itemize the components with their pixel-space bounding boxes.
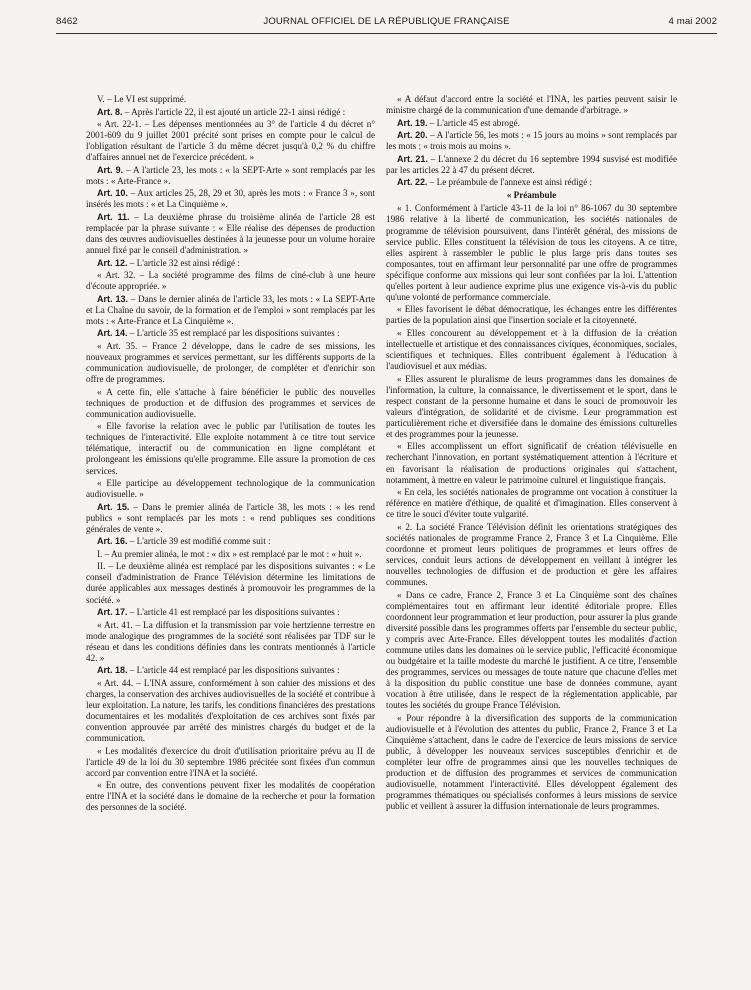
article-paragraph	[86, 665, 375, 676]
paragraph-text: « En cela, les sociétés nationales de programme ont vocation à constituer la référence en matière d'éthique, de qualité et d'imagination. Elles conservent à ce titre le souci d'éviter toute vulgarité.	[386, 487, 677, 520]
text-paragraph	[386, 487, 677, 520]
paragraph-text: « Art. 35. – France 2 développe, dans le cadre de ses missions, les nouveaux programmes et services permettant, sur les différents supports de la communication audiovisuelle, de prolonger, de compléter et d'enrichir son offre de programmes.	[86, 340, 375, 385]
paragraph-text: « Pour répondre à la diversification des supports de la communication audiovisuelle et à l'évolution des attentes du public, France 2, France 3 et La Cinquième s'attachent, dans le cadre de l'exercice de leurs missions de service public, à développer les nouveaux services susceptibles d'enrichir et de compléter leur offre de programmes ainsi que les nouvelles techniques de production et de diffusion des programmes et services de communication audiovisuelle, notamment l'interactivité. Elles développent également des programmes thématiques ou spécialisés conformes à leurs missions de service public et veillent à assurer la diffusion internationale de leurs programmes.	[386, 712, 677, 811]
article-number: Art. 10.	[97, 188, 128, 199]
text-paragraph	[86, 561, 375, 605]
page-number: 8462	[56, 16, 78, 27]
paragraph-text: « Elles concourent au développement et à la diffusion de la création intellectuelle et artistique et des connaissances civiques, économiques, sociales, scientifiques et techniques. Elles contribuent également à l'éducation à l'audiovisuel et aux médias.	[386, 327, 677, 372]
right-column	[386, 94, 677, 813]
header-rule	[56, 33, 717, 34]
paragraph-text: – Le préambule de l'annexe est ainsi rédigé :	[429, 177, 593, 188]
article-paragraph	[86, 328, 375, 339]
text-paragraph	[86, 549, 375, 560]
article-paragraph	[86, 536, 375, 547]
article-number: Art. 14.	[97, 328, 128, 339]
text-paragraph	[386, 328, 677, 372]
text-paragraph	[86, 94, 375, 105]
paragraph-text: « Elles accomplissent un effort significatif de création télévisuelle en recherchant l'innovation, en portant systématiquement attention à l'écriture et en favorisant la réalisation de productions originales qui s'attachent, notamment, à mettre en valeur le patrimoine culturel et linguistique français.	[386, 441, 677, 485]
publication-date: 4 mai 2002	[668, 16, 717, 27]
paragraph-text: – Dans le premier alinéa de l'article 38, les mots : « les rend publics » sont remplacés par les mots : « rend publiques ses conditions générales de vente ».	[86, 501, 375, 534]
paragraph-text: – Après l'article 22, il est ajouté un article 22-1 ainsi rédigé :	[124, 106, 346, 117]
text-paragraph	[86, 387, 375, 420]
article-number: Art. 19.	[397, 117, 428, 128]
text-paragraph	[386, 203, 677, 302]
paragraph-text: « Elles favorisent le débat démocratique, les échanges entre les différentes parties de la population ainsi que l'insertion sociale et la citoyenneté.	[386, 304, 677, 326]
paragraph-text: – A l'article 56, les mots : « 15 jours au moins » sont remplacés par les mots : « trois mois au moins ».	[386, 130, 678, 152]
article-number: Art. 17.	[97, 607, 128, 618]
paragraph-text: « Art. 44. – L'INA assure, conformément à son cahier des missions et des charges, la conservation des archives audiovisuelles de la société et contribue à leur exploitation. La nature, les tarifs, les conditions financières des prestations documentaires et les modalités d'exploitation de ces archives sont fixés par convention approuvée par arrêté des ministres chargés du budget et de la communication.	[86, 677, 375, 744]
text-paragraph	[386, 94, 677, 116]
text-paragraph	[386, 590, 677, 712]
article-paragraph	[386, 177, 677, 188]
article-number: Art. 8.	[97, 106, 123, 117]
article-paragraph	[386, 118, 677, 129]
article-paragraph	[386, 154, 677, 176]
section-heading	[386, 190, 677, 201]
article-number: Art. 16.	[97, 536, 128, 547]
article-paragraph	[86, 188, 375, 210]
article-paragraph	[86, 165, 375, 187]
paragraph-text: – L'annexe 2 du décret du 16 septembre 1994 susvisé est modifiée par les articles 22 à 47 du présent décret.	[386, 153, 678, 175]
paragraph-text: « En outre, des conventions peuvent fixer les modalités de coopération entre l'INA et la société dans le domaine de la recherche et pour la formation des personnes de la société.	[86, 780, 375, 813]
article-paragraph	[86, 107, 375, 118]
article-number: Art. 12.	[97, 257, 128, 268]
article-paragraph	[86, 294, 375, 327]
paragraph-text: « Les modalités d'exercice du droit d'utilisation prioritaire prévu au II de l'article 49 de la loi du 30 septembre 1986 précitée sont fixées d'un commun accord par convention entre l'INA et la société.	[86, 745, 375, 778]
article-number: Art. 11.	[97, 211, 130, 222]
paragraph-text: – A l'article 23, les mots : « la SEPT-Arte » sont remplacés par les mots : « Arte-France ».	[86, 164, 375, 186]
article-paragraph	[86, 212, 375, 256]
article-number: Art. 18.	[97, 665, 128, 676]
paragraph-text: – L'article 39 est modifié comme suit :	[129, 536, 271, 547]
paragraph-text: « A défaut d'accord entre la société et l'INA, les parties peuvent saisir le ministre chargé de la communication d'une demande d'arbitrage. »	[386, 94, 677, 116]
left-column	[86, 94, 375, 815]
article-number: Art. 9.	[97, 164, 124, 175]
paragraph-text: « 1. Conformément à l'article 43-11 de la loi n° 86-1067 du 30 septembre 1986 relative à la liberté de communication, les sociétés nationales de programme de télévision poursuivent, dans l'intérêt général, des missions de service public. Elles constituent la télévision de tous les citoyens. A ce titre, elles aspirent à rassembler le public le plus large pris dans toutes ses composantes, tout en affirmant leur personnalité par une offre de programmes spécifique conforme aux missions qui leur sont confiées par la loi. L'attention qu'elles portent à leur audience exprime plus une exigence vis-à-vis du public qu'une volonté de performance commerciale.	[386, 203, 677, 302]
paragraph-text: II. – Le deuxième alinéa est remplacé par les dispositions suivantes : « Le conseil d'administration de France Télévision détermine les limitations de durée applicables aux messages destinés à promouvoir les programmes de la société. »	[86, 561, 375, 605]
text-paragraph	[86, 620, 375, 664]
paragraph-text: « Préambule	[506, 190, 557, 201]
paragraph-text: V. – Le VI est supprimé.	[97, 94, 187, 104]
paragraph-text: – L'article 45 est abrogé.	[429, 117, 520, 128]
paragraph-text: – L'article 41 est remplacé par les dispositions suivantes :	[129, 607, 340, 618]
text-paragraph	[386, 304, 677, 326]
text-paragraph	[86, 421, 375, 476]
text-paragraph	[386, 522, 677, 588]
text-paragraph	[86, 341, 375, 385]
paragraph-text: « 2. La société France Télévision définit les orientations stratégiques des sociétés nationales de programme France 2, France 3 et La Cinquième. Elle coordonne et promeut leurs politiques de programmes et leurs offres de services, conduit leurs actions de développement en veillant à intégrer les nouvelles technologies de diffusion et de production et gère les affaires communes.	[386, 521, 677, 587]
text-paragraph	[386, 713, 677, 812]
journal-title: JOURNAL OFFICIEL DE LA RÉPUBLIQUE FRANÇAISE	[263, 16, 510, 27]
text-paragraph	[86, 270, 375, 292]
article-paragraph	[86, 607, 375, 618]
text-paragraph	[86, 746, 375, 779]
paragraph-text: « A cette fin, elle s'attache à faire bénéficier le public des nouvelles techniques de production et de diffusion des programmes et services de communication audiovisuelle.	[86, 386, 375, 419]
paragraph-text: – La deuxième phrase du troisième alinéa de l'article 28 est remplacée par la phrase suivante : « Elle réalise des dépenses de production dans des œuvres audiovisuelles destinées à la jeunesse pour un volume horaire annuel fixé par le conseil d'administration. »	[86, 211, 376, 256]
paragraph-text: – Aux articles 25, 28, 29 et 30, après les mots : « France 3 », sont insérés les mots : « et La Cinquième ».	[86, 188, 375, 210]
paragraph-text: « Dans ce cadre, France 2, France 3 et La Cinquième sont des chaînes complémentaires tout en affirmant leur identité éditoriale propre. Elles coordonnent leur programmation et leur production, pour assurer la plus grande diversité possible dans les programmes offerts par l'ensemble du secteur public, y compris avec Arte-France. Elles développent toutes les modalités d'action commune utiles dans les domaines où le service public, l'efficacité économique ou budgétaire et la taille modeste du marché le justifient. A ce titre, l'ensemble des programmes, services ou messages de toute nature que chacune d'elles met à la disposition du public constitue une base de données commune, ayant vocation à être utilisée, dans le respect de la réglementation applicable, par toutes les sociétés du groupe France Télévision.	[386, 589, 677, 710]
paragraph-text: « Elles assurent le pluralisme de leurs programmes dans les domaines de l'information, la culture, la connaissance, le divertissement et le sport, dans le respect constant de la personne humaine et dans le souci de promouvoir les valeurs d'intégration, de solidarité et de civisme. Leur programmation est particulièrement riche et diversifiée dans le domaine des émissions culturelles et des programmes pour la jeunesse.	[386, 373, 677, 439]
text-paragraph	[86, 780, 375, 813]
article-paragraph	[86, 502, 375, 535]
paragraph-text: « Elle favorise la relation avec le public par l'utilisation de toutes les techniques de l'interactivité. Elle exploite notamment à ce titre tout service télématique, interactif ou de communication en ligne complétant et prolongeant les émissions qu'elle programme. Elle assure la promotion de ces services.	[86, 421, 375, 476]
paragraph-text: I. – Au premier alinéa, le mot : « dix » est remplacé par le mot : « huit ».	[97, 548, 362, 559]
text-paragraph	[86, 478, 375, 500]
text-paragraph	[386, 374, 677, 440]
article-number: Art. 21.	[397, 153, 428, 164]
article-paragraph	[386, 130, 677, 152]
paragraph-text: « Art. 22-1. – Les dépenses mentionnées au 3° de l'article 4 du décret n° 2001-609 du 9 juillet 2001 précité sont prises en compte pour le calcul de l'obligation résultant de l'article 3 du même décret jusqu'à 0,2 % du chiffre d'affaires annuel net de l'exercice précédent. »	[86, 119, 375, 163]
paragraph-text: « Art. 41. – La diffusion et la transmission par voie hertzienne terrestre en mode analogique des programmes de la société sont réalisées par TDF sur le réseau et dans les conditions définies dans les contrats mentionnés à l'article 42. »	[86, 619, 375, 663]
article-number: Art. 15.	[97, 501, 130, 512]
paragraph-text: – Dans le dernier alinéa de l'article 33, les mots : « La SEPT-Arte et La Chaîne du savoir, de la formation et de l'emploi » sont remplacés par les mots : « Arte-France et La Cinquième ».	[86, 293, 375, 326]
paragraph-text: « Art. 32. – La société programme des films de ciné-club à une heure d'écoute appropriée. »	[86, 270, 375, 292]
article-number: Art. 22.	[397, 177, 428, 188]
text-paragraph	[86, 119, 375, 163]
paragraph-text: – L'article 32 est ainsi rédigé :	[129, 257, 240, 268]
paragraph-text: « Elle participe au développement technologique de la communication audiovisuelle. »	[86, 478, 375, 500]
text-paragraph	[386, 441, 677, 485]
text-paragraph	[86, 678, 375, 744]
paragraph-text: – L'article 44 est remplacé par les dispositions suivantes :	[129, 665, 340, 676]
article-paragraph	[86, 258, 375, 269]
article-number: Art. 20.	[397, 130, 428, 141]
article-number: Art. 13.	[97, 293, 128, 304]
page-header	[56, 16, 717, 30]
paragraph-text: – L'article 35 est remplacé par les dispositions suivantes :	[129, 328, 340, 339]
